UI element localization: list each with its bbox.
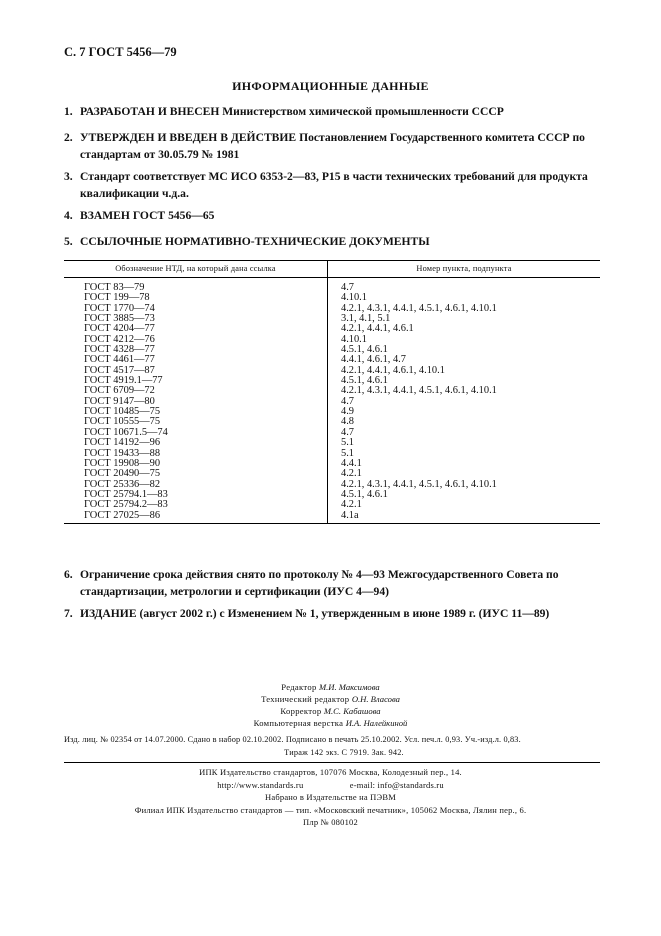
- cell-document: ГОСТ 27025—86: [64, 511, 328, 524]
- item-text: Министерством химической промышленности СССР: [219, 105, 504, 118]
- cell-clause: 4.7: [341, 282, 354, 293]
- credit-proofreader: Корректор М.С. Кабашова: [280, 706, 381, 716]
- section-title: ИНФОРМАЦИОННЫЕ ДАННЫЕ: [232, 79, 429, 93]
- cell-document: ГОСТ 83—79: [64, 278, 328, 294]
- item-text: Ограничение срока действия снято по протоколу № 4—93 Межгосударственного Совета по стандартизации, метрологии и сертификации (ИУС 4—94): [80, 568, 559, 598]
- publisher-footer: [0, 766, 661, 829]
- cell-document: ГОСТ 4204—77: [64, 324, 328, 334]
- item-caps: РАЗРАБОТАН И ВНЕСЕН: [80, 105, 220, 118]
- cell-clause: 4.2.1: [341, 499, 362, 511]
- info-item-3: [64, 168, 600, 202]
- cell-document: ГОСТ 10555—75: [64, 417, 328, 427]
- item-number: 1.: [64, 105, 73, 118]
- info-item-7: [64, 605, 600, 622]
- cell-clause: 4.4.1: [341, 457, 362, 469]
- footer-divider: [64, 762, 600, 763]
- printer-info: Филиал ИПК Издательство стандартов — тип. «Московский печатник», 105062 Москва, Лялин пер., 6.: [134, 804, 527, 815]
- cell-document: ГОСТ 19433—88: [64, 449, 328, 459]
- cell-clause: 4.2.1, 4.3.1, 4.4.1, 4.5.1, 4.6.1, 4.10.1: [341, 385, 497, 397]
- publication-line-2: Тираж 142 экз. С 7919. Зак. 942.: [284, 747, 404, 757]
- credit-editor: Редактор М.И. Максимова: [281, 682, 380, 692]
- cell-clause: 4.9: [341, 406, 354, 418]
- item-number: 4.: [64, 209, 73, 222]
- credit-layout: Компьютерная верстка И.А. Налейкиной: [253, 718, 408, 728]
- cell-clause: 4.10.1: [341, 292, 367, 304]
- cell-document: ГОСТ 4461—77: [64, 355, 328, 365]
- info-item-2: [64, 129, 600, 163]
- table-row: [64, 278, 600, 294]
- cell-document: ГОСТ 4328—77: [64, 345, 328, 355]
- publisher-contacts: [0, 779, 661, 792]
- info-item-4: [64, 207, 600, 224]
- column-header-document: Обозначение НТД, на который дана ссылка: [64, 261, 328, 278]
- item-number: 2.: [64, 131, 73, 144]
- info-item-5: [64, 233, 600, 250]
- references-table: [64, 260, 600, 524]
- cell-document: ГОСТ 9147—80: [64, 397, 328, 407]
- cell-clause: 4.5.1, 4.6.1: [341, 488, 388, 500]
- credits-block: [0, 681, 661, 729]
- cell-document: ГОСТ 4919.1—77: [64, 376, 328, 386]
- item-text: (август 2002 г.) с Изменением № 1, утвержденным в июне 1989 г. (ИУС 11—89): [136, 607, 550, 620]
- email-link[interactable]: e-mail: info@standards.ru: [349, 779, 444, 790]
- cell-clause: 4.1а: [328, 511, 601, 524]
- cell-clause: 4.7: [341, 426, 354, 438]
- cell-document: ГОСТ 20490—75: [64, 469, 328, 479]
- credit-tech-editor: Технический редактор О.Н. Власова: [261, 694, 400, 704]
- cell-clause: 4.5.1, 4.6.1: [341, 344, 388, 356]
- cell-clause: 4.10.1: [341, 333, 367, 345]
- item-number: 3.: [64, 170, 73, 183]
- cell-document: ГОСТ 3885—73: [64, 314, 328, 324]
- cell-clause: 4.2.1, 4.4.1, 4.6.1: [341, 323, 414, 335]
- info-item-1: [64, 103, 600, 120]
- item-text: Постановлением Государственного комитета СССР по стандартам от 30.05.79 № 1981: [80, 131, 585, 161]
- cell-clause: 4.2.1, 4.4.1, 4.6.1, 4.10.1: [341, 364, 445, 376]
- cell-clause: 5.1: [341, 447, 354, 459]
- cell-document: ГОСТ 25794.2—83: [64, 500, 328, 510]
- publisher-address: ИПК Издательство стандартов, 107076 Москва, Колодезный пер., 14.: [199, 767, 462, 777]
- table-row: [64, 469, 600, 479]
- license-number: Плр № 080102: [303, 817, 358, 827]
- item-caps: УТВЕРЖДЕН И ВВЕДЕН В ДЕЙСТВИЕ: [80, 131, 297, 144]
- publication-line-1: Изд. лиц. № 02354 от 14.07.2000. Сдано в набор 02.10.2002. Подписано в печать 25.10.2002. Усл. печ.л. 0,93. Уч.-изд.л. 0,83.: [64, 735, 521, 744]
- info-item-6: [64, 566, 600, 600]
- item-text: Стандарт соответствует МС ИСО 6353-2—83, Р15 в части технических требований для продукта квалификации ч.д.а.: [80, 170, 588, 200]
- cell-document: ГОСТ 199—78: [64, 293, 328, 303]
- item-number: 7.: [64, 607, 73, 620]
- cell-clause: 4.7: [341, 395, 354, 407]
- item-caps: ВЗАМЕН ГОСТ 5456—65: [80, 209, 215, 222]
- typesetting-note: Набрано в Издательстве на ПЭВМ: [265, 792, 396, 802]
- cell-document: ГОСТ 14192—96: [64, 438, 328, 448]
- cell-clause: 4.2.1: [341, 468, 362, 480]
- cell-document: ГОСТ 25794.1—83: [64, 490, 328, 500]
- item-number: 5.: [64, 235, 73, 248]
- item-number: 6.: [64, 568, 73, 581]
- cell-document: ГОСТ 25336—82: [64, 480, 328, 490]
- cell-clause: 4.4.1, 4.6.1, 4.7: [341, 354, 406, 366]
- table-row: [64, 500, 600, 510]
- cell-document: ГОСТ 6709—72: [64, 386, 328, 396]
- cell-clause: 5.1: [341, 437, 354, 449]
- cell-clause: 4.2.1, 4.3.1, 4.4.1, 4.5.1, 4.6.1, 4.10.1: [341, 302, 497, 314]
- cell-document: ГОСТ 10671.5—74: [64, 428, 328, 438]
- column-header-clause: Номер пункта, подпункта: [328, 261, 601, 278]
- table-row: [64, 438, 600, 448]
- cell-document: ГОСТ 4212—76: [64, 335, 328, 345]
- page-header: С. 7 ГОСТ 5456—79: [64, 45, 177, 59]
- cell-clause: 4.8: [341, 416, 354, 428]
- table-row: [64, 511, 600, 524]
- cell-document: ГОСТ 19908—90: [64, 459, 328, 469]
- cell-document: ГОСТ 1770—74: [64, 304, 328, 314]
- item-caps: ССЫЛОЧНЫЕ НОРМАТИВНО-ТЕХНИЧЕСКИЕ ДОКУМЕНТЫ: [80, 235, 430, 248]
- cell-clause: 3.1, 4.1, 5.1: [341, 313, 391, 325]
- cell-document: ГОСТ 4517—87: [64, 366, 328, 376]
- item-caps: ИЗДАНИЕ: [80, 607, 137, 620]
- website-link[interactable]: http://www.standards.ru: [217, 779, 304, 790]
- publication-info: [64, 734, 624, 759]
- cell-document: ГОСТ 10485—75: [64, 407, 328, 417]
- cell-clause: 4.2.1, 4.3.1, 4.4.1, 4.5.1, 4.6.1, 4.10.1: [341, 478, 497, 490]
- cell-clause: 4.5.1, 4.6.1: [341, 375, 388, 387]
